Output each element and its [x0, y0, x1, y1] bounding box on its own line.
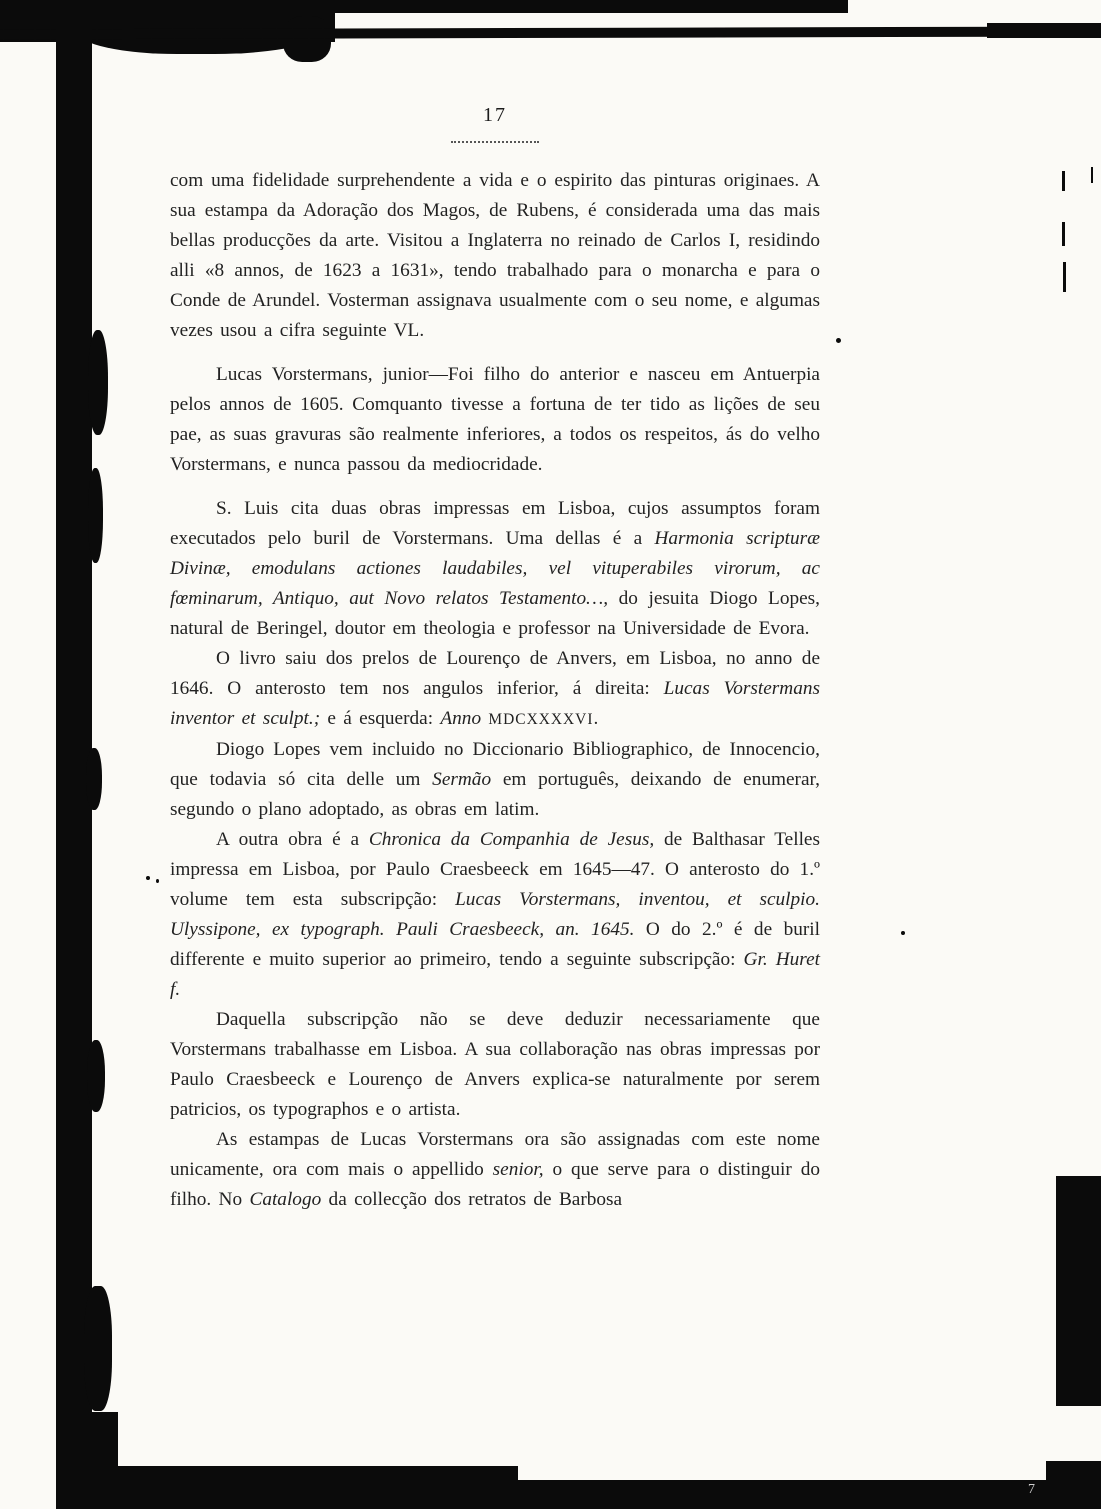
scan-speck	[1062, 171, 1065, 191]
text-run: em português, deixando de enumerar, segundo o plano adoptado, as obras em latim.	[170, 769, 820, 820]
paragraph	[170, 166, 820, 346]
text-run: A outra obra é a	[216, 829, 369, 850]
text-run: da collecção dos retratos de Barbosa	[321, 1189, 623, 1210]
page-text	[170, 166, 820, 1215]
page-header	[170, 104, 820, 143]
text-run: Catalogo	[249, 1189, 322, 1210]
page-number-rule	[451, 141, 539, 143]
text-run: Daquella subscripção não se deve deduzir necessariamente que Vorstermans trabalhasse em Lisboa. A sua collaboração nas obras impressas por Paulo Craesbeeck e Lourenço de Anvers explica-se naturalmente por serem patricios, os typographos e o artista.	[170, 1009, 820, 1120]
scan-speck	[1091, 167, 1093, 183]
text-run: Anno	[440, 708, 489, 729]
text-run: .	[593, 708, 599, 729]
text-run: Gr. Huret f.	[170, 949, 820, 1000]
scan-speck	[1062, 222, 1065, 246]
page-number: 17	[483, 104, 507, 126]
footer-mark: 7	[1028, 1482, 1035, 1497]
scan-speck	[901, 931, 905, 935]
text-run: Sermão	[432, 769, 492, 790]
scan-artifact-left-bump	[88, 330, 108, 435]
scan-artifact-left-bump	[88, 468, 103, 563]
paragraph	[170, 825, 820, 1005]
text-run: Lucas Vorstermans, junior—Foi filho do anterior e nasceu em Antuerpia pelos annos de 1605. Comquanto tivesse a fortuna de ter tido as lições de seu pae, as suas gravuras são realmente inferiores, a todos os respeitos, ás do velho Vorstermans, e nunca passou da mediocridade.	[170, 364, 820, 475]
text-run: O livro saiu dos prelos de Lourenço de Anvers, em Lisboa, no anno de 1646. O anterosto tem nos angulos inferior, á direita:	[170, 648, 820, 699]
scan-speck	[156, 879, 159, 883]
scan-artifact-left-bump	[86, 748, 102, 810]
text-run: MDCXXXXVI	[488, 711, 594, 728]
text-run: Lucas Vorstermans inventor et sculpt.;	[170, 678, 820, 729]
paragraph	[170, 1005, 820, 1125]
text-run: S. Luis cita duas obras impressas em Lisboa, cujos assumptos foram executados pelo buril de Vorstermans. Uma dellas é a	[170, 498, 820, 549]
scan-speck	[1063, 262, 1066, 292]
paragraph	[170, 360, 820, 480]
text-run: de Balthasar Telles impressa em Lisboa, por Paulo Craesbeeck em 1645—47. O anterosto do 1.º volume tem esta subscripção:	[170, 829, 820, 910]
scan-artifact-top-line	[0, 27, 1052, 40]
text-run: As estampas de Lucas Vorstermans ora são assignadas com este nome unicamente, ora com mais o appellido	[170, 1129, 820, 1180]
scan-artifact-bottom-left	[88, 1466, 518, 1509]
scan-artifact-bottom-right-corner	[1046, 1461, 1101, 1509]
paragraph	[170, 494, 820, 644]
text-run: Diogo Lopes vem incluido no Diccionario Bibliographico, de Innocencio, que todavia só cita delle um	[170, 739, 820, 790]
text-run: e á esquerda:	[320, 708, 441, 729]
scan-artifact-left-bump	[87, 1040, 105, 1112]
scan-artifact-top-right-mark	[987, 23, 1101, 38]
text-run: Harmonia scripturæ Divinæ, emodulans actiones laudabiles, vel vituperabiles virorum, ac fœminarum, Antiquo, aut Novo relatos Testamento…,	[170, 528, 820, 609]
text-run: do jesuita Diogo Lopes, natural de Beringel, doutor em theologia e professor na Universidade de Evora.	[170, 588, 820, 639]
paragraph	[170, 644, 820, 735]
text-run: Lucas Vorstermans, inventou, et sculpio. Ulyssipone, ex typograph. Pauli Craesbeeck, an. 1645.	[170, 889, 820, 940]
paragraph	[170, 1125, 820, 1215]
text-run: Chronica da Companhia de Jesus,	[368, 829, 655, 850]
scan-speck	[146, 876, 150, 880]
scan-artifact-left-bump	[84, 1286, 112, 1411]
text-run: o que serve para o distinguir do filho. No	[170, 1159, 820, 1210]
scan-artifact-top-blob-small	[283, 16, 331, 62]
text-run: O do 2.º é de buril differente e muito superior ao primeiro, tendo a seguinte subscripção:	[170, 919, 820, 970]
text-run: com uma fidelidade surprehendente a vida e o espirito das pinturas originaes. A sua estampa da Adoração dos Magos, de Rubens, é considerada uma das mais bellas producções da arte. Visitou a Inglaterra no reinado de Carlos I, residindo alli «8 annos, de 1623 a 1631», tendo trabalhado para o monarcha e para o Conde de Arundel. Vosterman assignava usualmente com o seu nome, e algumas vezes usou a cifra seguinte VL.	[170, 170, 820, 341]
paragraph	[170, 735, 820, 825]
scan-artifact-right-block	[1056, 1176, 1101, 1406]
scan-speck	[836, 338, 841, 343]
text-run: senior,	[492, 1159, 544, 1180]
